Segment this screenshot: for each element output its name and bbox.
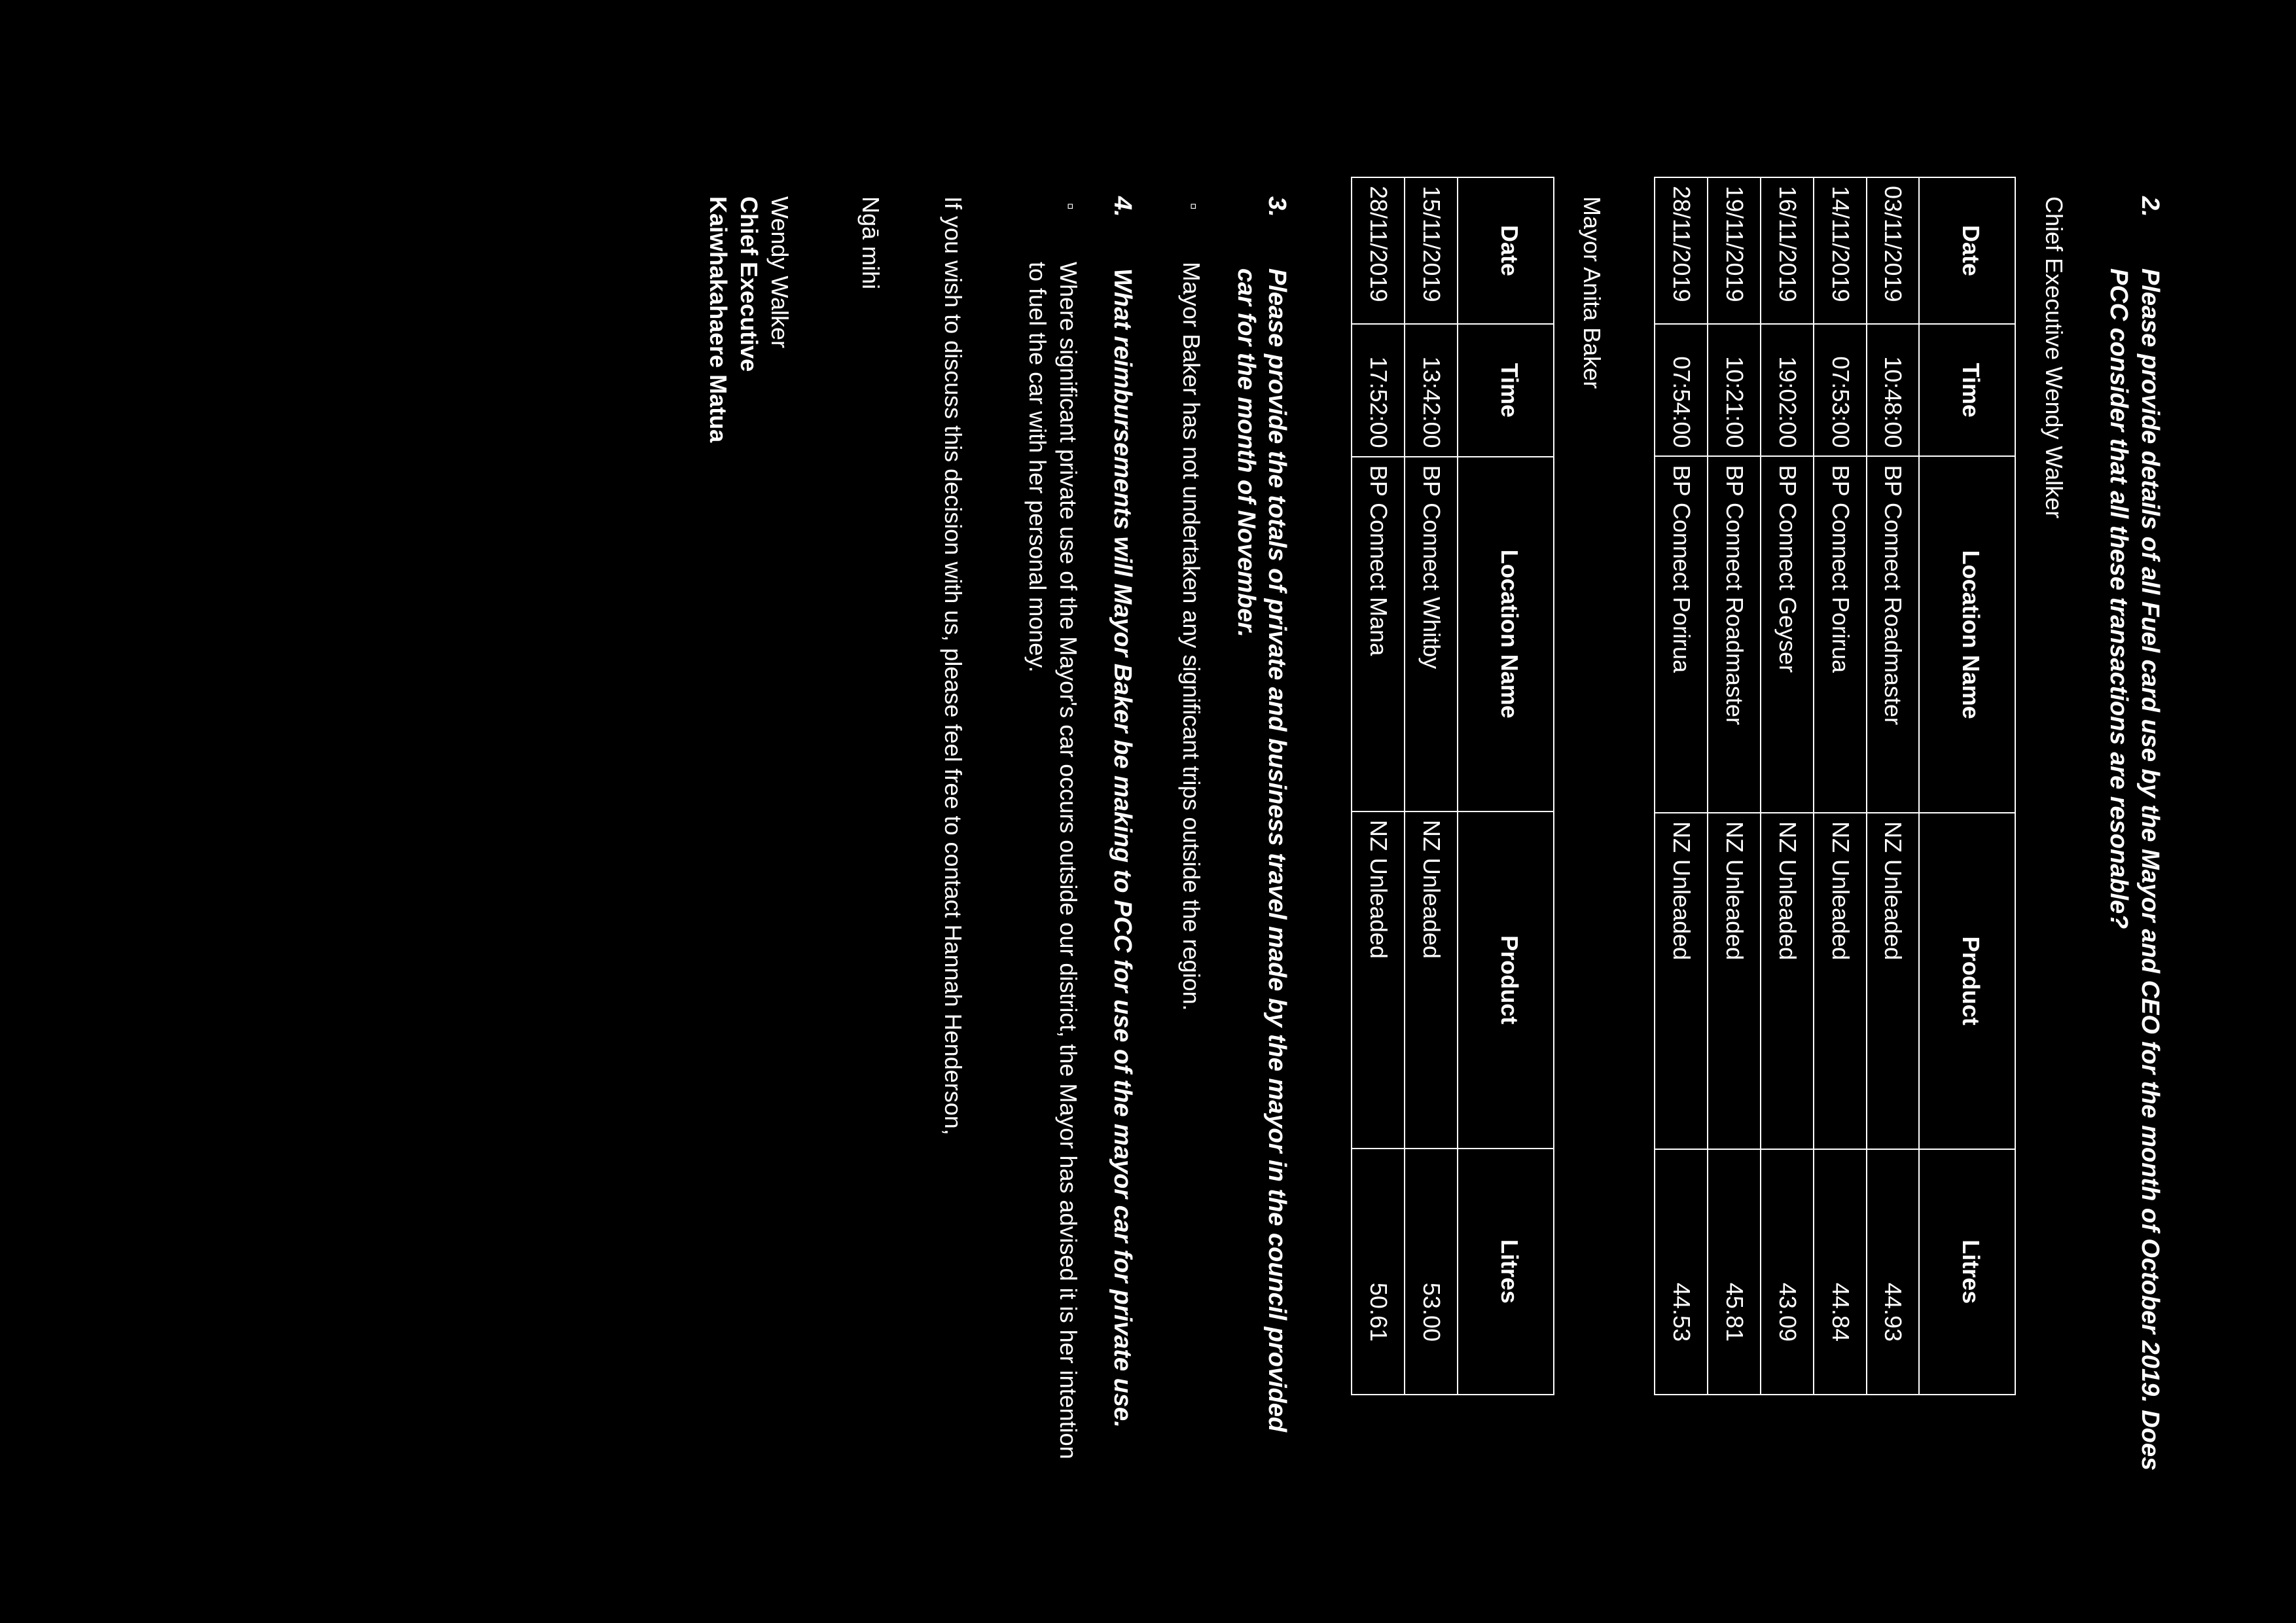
- cell-product: NZ Unleaded: [1761, 813, 1814, 1149]
- cell-litres: 44.53: [1655, 1149, 1708, 1395]
- cell-product: NZ Unleaded: [1405, 812, 1458, 1149]
- cell-time: 10:48:00: [1867, 324, 1920, 456]
- bullet-square-icon: ▫: [1059, 203, 1081, 210]
- cell-date: 03/11/2019: [1867, 177, 1920, 324]
- question-3: [1230, 196, 1292, 1472]
- signatory-title: Chief Executive: [735, 196, 762, 372]
- bullet-square-icon: ▫: [1183, 203, 1205, 210]
- cell-location: BP Connect Geyser: [1761, 456, 1814, 813]
- cell-date: 16/11/2019: [1761, 177, 1814, 324]
- question-text: Please provide the totals of private and business travel made by the mayor in the council provided car for the month of November.: [1232, 268, 1291, 1433]
- cell-date: 28/11/2019: [1655, 177, 1708, 324]
- cell-location: BP Connect Whitby: [1405, 457, 1458, 812]
- cell-date: 15/11/2019: [1405, 177, 1458, 324]
- question-4: [1107, 196, 1138, 1472]
- cell-litres: 44.93: [1867, 1149, 1920, 1395]
- table-row: [1814, 177, 1867, 1395]
- cell-date: 28/11/2019: [1352, 177, 1405, 324]
- closing-paragraph: If you wish to discuss this decision with us, please feel free to contact Hannah Henderson,: [940, 196, 967, 1135]
- mayor-fuel-table: [1351, 177, 1554, 1395]
- cell-product: NZ Unleaded: [1352, 812, 1405, 1149]
- cell-litres: 50.61: [1352, 1149, 1405, 1395]
- table-row: [1352, 177, 1405, 1395]
- cell-time: 07:54:00: [1655, 324, 1708, 456]
- answer-text: Where significant private use of the Mayor's car occurs outside our district, the Mayor has advised it is her intention to fuel the car with her personal money.: [1024, 262, 1082, 1459]
- sign-off: Ngā mihi: [857, 196, 884, 290]
- cell-product: NZ Unleaded: [1708, 813, 1761, 1149]
- cell-location: BP Connect Porirua: [1814, 456, 1867, 813]
- signatory-title-maori: Kaiwhakahaere Matua: [705, 196, 732, 443]
- cell-litres: 44.84: [1814, 1149, 1867, 1395]
- cell-product: NZ Unleaded: [1867, 813, 1920, 1149]
- ceo-fuel-table: [1654, 177, 2016, 1395]
- question-text: What reimbursements will Mayor Baker be making to PCC for use of the mayor car for private use.: [1109, 268, 1137, 1428]
- question-text: Please provide details of all Fuel card use by the Mayor and CEO for the month of October 2019. Does PCC consider that all these transactions are resonable?: [2105, 268, 2164, 1471]
- cell-location: BP Connect Mana: [1352, 457, 1405, 812]
- question-2: [2103, 196, 2165, 1472]
- table-row: [1867, 177, 1920, 1395]
- cell-date: 14/11/2019: [1814, 177, 1867, 324]
- table-row: [1708, 177, 1761, 1395]
- question-number: 2.: [2136, 196, 2164, 217]
- table-row: [1655, 177, 1708, 1395]
- question-number: 4.: [1109, 196, 1137, 217]
- header-date: Date: [1458, 177, 1554, 324]
- signature-block: [702, 196, 794, 1472]
- cell-product: NZ Unleaded: [1814, 813, 1867, 1149]
- header-litres: Litres: [1919, 1149, 2015, 1395]
- table-header-row: [1458, 177, 1554, 1395]
- cell-location: BP Connect Roadmaster: [1708, 456, 1761, 813]
- cell-time: 10:21:00: [1708, 324, 1761, 456]
- cell-litres: 53.00: [1405, 1149, 1458, 1395]
- cell-time: 13:42:00: [1405, 324, 1458, 457]
- cell-date: 19/11/2019: [1708, 177, 1761, 324]
- answer-3: [1175, 196, 1206, 1472]
- mayor-label: Mayor Anita Baker: [1579, 196, 1606, 389]
- answer-4: [1022, 196, 1083, 1472]
- letter-body: [702, 186, 2165, 1472]
- header-time: Time: [1919, 324, 2015, 456]
- header-litres: Litres: [1458, 1149, 1554, 1395]
- header-location: Location Name: [1458, 457, 1554, 812]
- table-row: [1405, 177, 1458, 1395]
- header-product: Product: [1919, 813, 2015, 1149]
- cell-product: NZ Unleaded: [1655, 813, 1708, 1149]
- signatory-name: Wendy Walker: [766, 196, 793, 349]
- header-date: Date: [1919, 177, 2015, 324]
- table-header-row: [1919, 177, 2015, 1395]
- cell-time: 17:52:00: [1352, 324, 1405, 457]
- cell-location: BP Connect Porirua: [1655, 456, 1708, 813]
- ceo-label: Chief Executive Wendy Walker: [2041, 196, 2068, 519]
- header-location: Location Name: [1919, 456, 2015, 813]
- header-time: Time: [1458, 324, 1554, 457]
- cell-litres: 45.81: [1708, 1149, 1761, 1395]
- cell-location: BP Connect Roadmaster: [1867, 456, 1920, 813]
- cell-litres: 43.09: [1761, 1149, 1814, 1395]
- cell-time: 07:53:00: [1814, 324, 1867, 456]
- answer-text: Mayor Baker has not undertaken any significant trips outside the region.: [1178, 262, 1206, 1011]
- table-row: [1761, 177, 1814, 1395]
- question-number: 3.: [1263, 196, 1291, 217]
- header-product: Product: [1458, 812, 1554, 1149]
- cell-time: 19:02:00: [1761, 324, 1814, 456]
